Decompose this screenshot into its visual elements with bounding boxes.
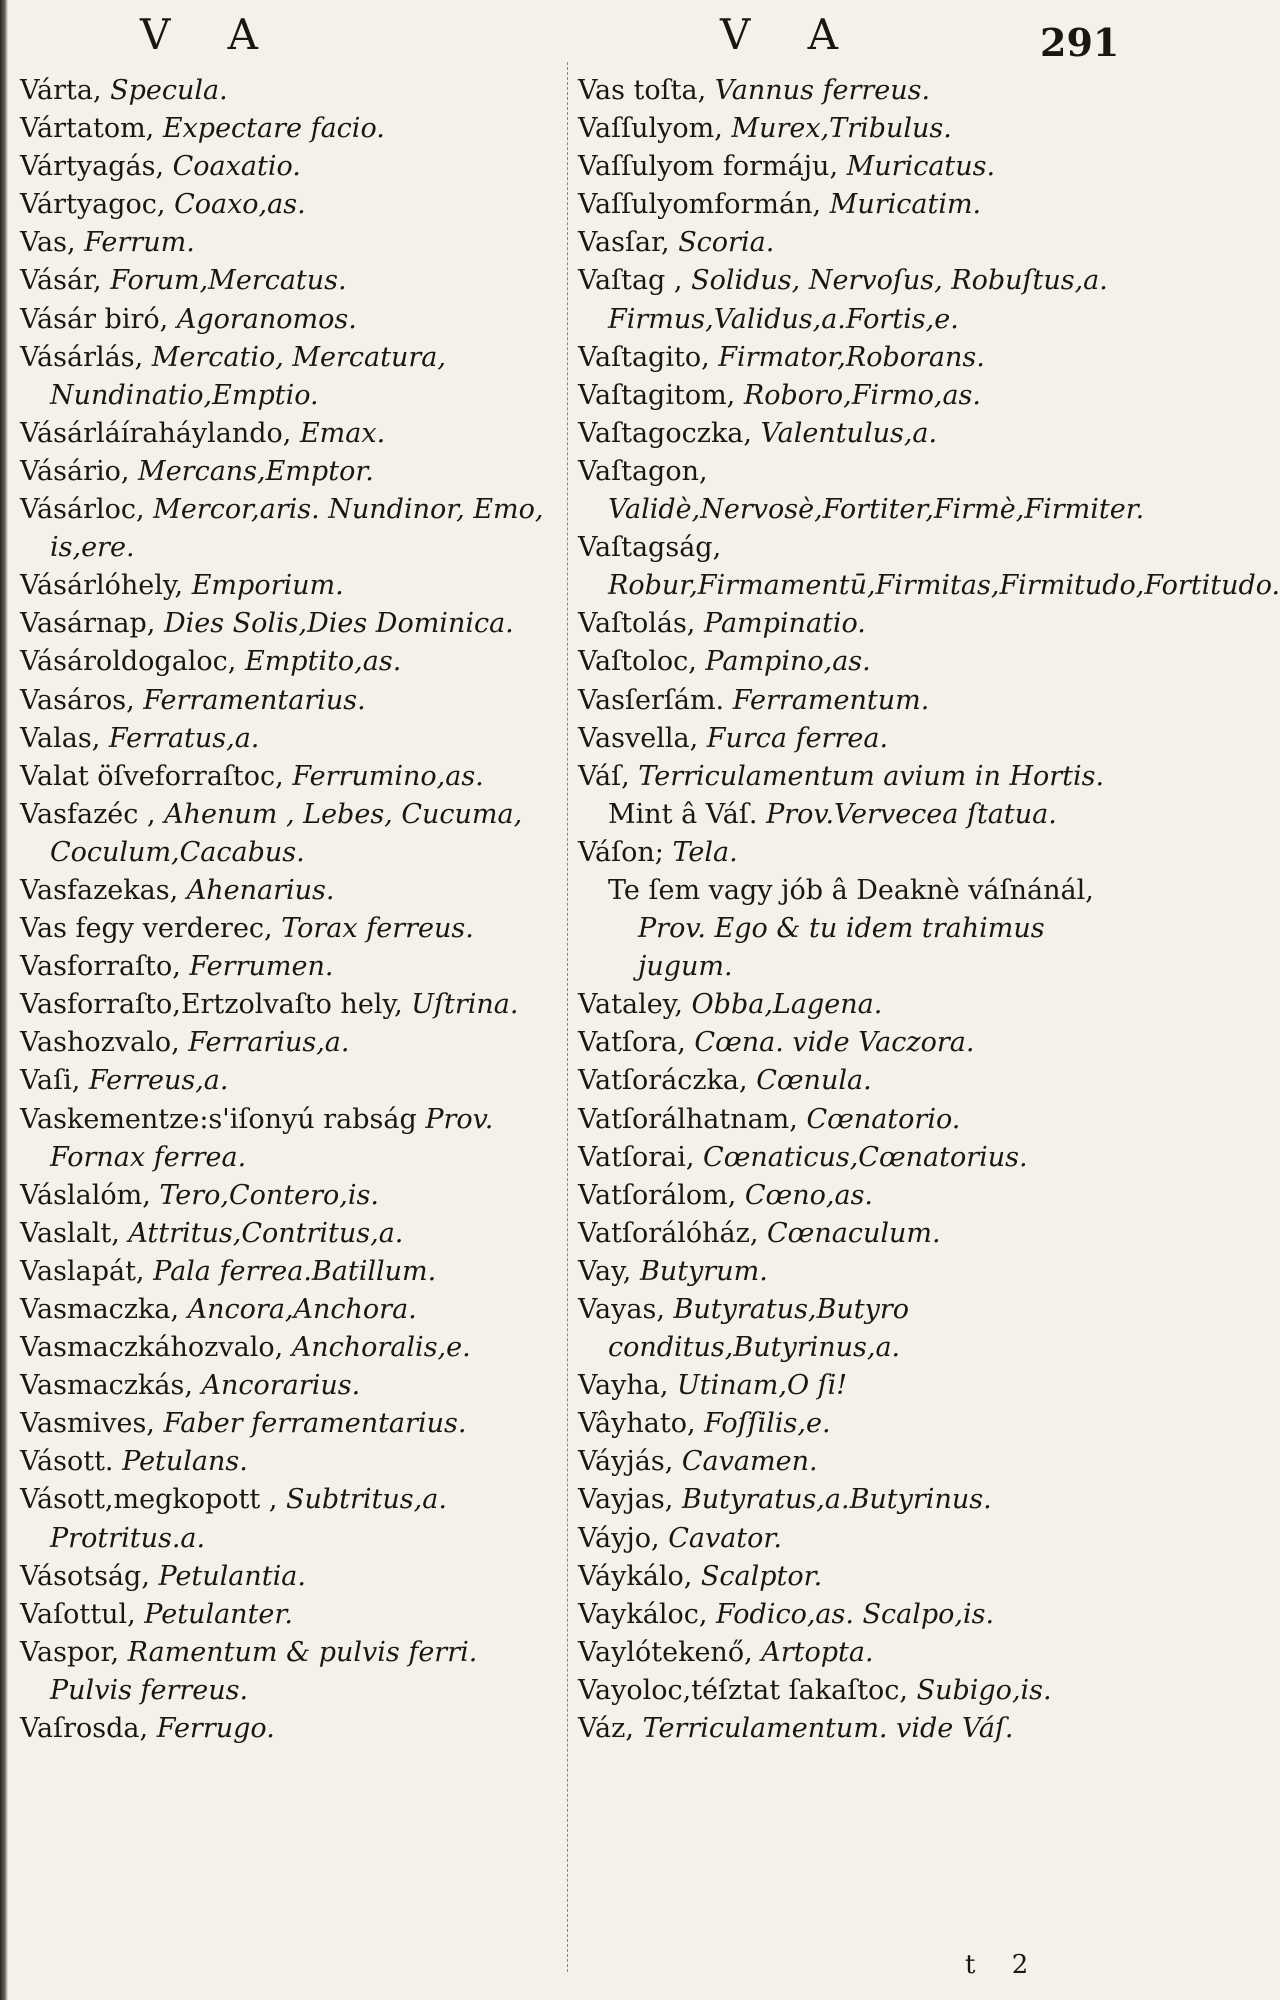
dictionary-entry xyxy=(20,1291,560,1329)
entry-headword: Vásár biró, xyxy=(20,303,169,335)
dictionary-entry xyxy=(578,682,1144,720)
entry-headword: Vaſſulyomformán, xyxy=(578,189,822,221)
dictionary-entry xyxy=(578,1443,1144,1481)
dictionary-entry xyxy=(20,415,560,453)
entry-latin-gloss: Ferrumen. xyxy=(189,951,334,983)
entry-latin-gloss: Mercatio, Mercatura, Nundinatio,Emptio. xyxy=(50,341,446,411)
dictionary-entry xyxy=(20,872,560,910)
dictionary-entry xyxy=(578,872,1144,986)
entry-latin-gloss: Butyrum. xyxy=(639,1255,768,1287)
entry-headword: Vasmives, xyxy=(20,1408,155,1440)
entry-headword: Vaſi, xyxy=(20,1065,81,1097)
dictionary-entry xyxy=(578,1672,1144,1710)
entry-latin-gloss: Pala ferrea.Batillum. xyxy=(153,1255,437,1287)
entry-latin-gloss: Fodico,as. Scalpo,is. xyxy=(716,1598,995,1630)
signature-mark: t 2 xyxy=(965,1950,1043,1980)
entry-headword: Váſ, xyxy=(578,760,630,792)
entry-headword: Vásárloc, xyxy=(20,494,145,526)
dictionary-entry xyxy=(578,110,1144,148)
entry-headword: Vasfazekas, xyxy=(20,874,179,906)
entry-latin-gloss: Ahenarius. xyxy=(186,874,335,906)
entry-latin-gloss: Scoria. xyxy=(678,227,775,259)
entry-headword: Vay, xyxy=(578,1255,632,1287)
entry-headword: Vaſſulyom formáju, xyxy=(578,151,839,183)
dictionary-entry xyxy=(20,453,560,491)
dictionary-entry xyxy=(578,1101,1144,1139)
entry-latin-gloss: Petulanter. xyxy=(144,1598,293,1630)
entry-headword: Vásotság, xyxy=(20,1560,150,1592)
dictionary-entry xyxy=(578,339,1144,377)
dictionary-entry xyxy=(578,529,1280,605)
entry-headword: Vasmaczkáhozvalo, xyxy=(20,1332,284,1364)
entry-latin-gloss: Coaxo,as. xyxy=(174,189,306,221)
entry-headword: Vatſorálom, xyxy=(578,1179,737,1211)
entry-latin-gloss: Ancorarius. xyxy=(201,1370,361,1402)
dictionary-entry xyxy=(20,1596,560,1634)
entry-headword: Vas toſta, xyxy=(578,75,707,106)
dictionary-entry xyxy=(578,224,1144,262)
dictionary-entry xyxy=(20,796,560,872)
dictionary-entry xyxy=(20,262,560,300)
entry-latin-gloss: Obba,Lagena. xyxy=(691,989,883,1021)
entry-latin-gloss: Petulans. xyxy=(122,1446,248,1478)
dictionary-entry xyxy=(20,1558,560,1596)
dictionary-entry xyxy=(578,1024,1144,1062)
dictionary-entry xyxy=(578,186,1144,224)
entry-headword: Vaspor, xyxy=(20,1636,120,1668)
entry-latin-gloss: Ferrarius,a. xyxy=(188,1027,350,1059)
dictionary-entry xyxy=(20,148,560,186)
dictionary-entry xyxy=(20,339,560,415)
dictionary-entry xyxy=(578,262,1144,338)
dictionary-entry xyxy=(20,1177,560,1215)
entry-headword: Vayas, xyxy=(578,1294,665,1325)
entry-headword: Vasſar, xyxy=(578,227,670,259)
entry-headword: Vaſtagitom, xyxy=(578,379,736,411)
entry-headword: Vasvella, xyxy=(578,722,699,754)
dictionary-entry xyxy=(20,186,560,224)
entry-latin-gloss: Tela. xyxy=(672,836,738,868)
dictionary-entry xyxy=(20,301,560,339)
dictionary-entry xyxy=(20,567,560,605)
right-column xyxy=(578,72,1280,1748)
entry-headword: Vaslalt, xyxy=(20,1217,120,1249)
column-divider xyxy=(567,62,568,1972)
entry-headword: Vártatom, xyxy=(20,113,155,145)
entry-latin-gloss: Attritus,Contritus,a. xyxy=(128,1217,404,1249)
entry-latin-gloss: Cœnula. xyxy=(756,1065,872,1097)
entry-latin-gloss: Tero,Contero,is. xyxy=(159,1179,379,1211)
entry-latin-gloss: Cœno,as. xyxy=(744,1179,874,1211)
entry-headword: Váyjo, xyxy=(578,1522,660,1554)
entry-latin-gloss: Ferreus,a. xyxy=(88,1065,229,1097)
dictionary-entry xyxy=(578,415,1144,453)
entry-headword: Vaſrosda, xyxy=(20,1713,149,1745)
entry-latin-gloss: Expectare facio. xyxy=(162,113,385,145)
dictionary-entry xyxy=(578,377,1144,415)
entry-headword: Vasſerſám. xyxy=(578,684,725,716)
entry-headword: Vayha, xyxy=(578,1370,669,1402)
entry-latin-gloss: Cœnatorio. xyxy=(806,1103,961,1135)
entry-headword: Vaslapát, xyxy=(20,1255,145,1287)
book-spine-shadow xyxy=(0,0,8,2000)
entry-headword: Vatſorálhatnam, xyxy=(578,1103,798,1135)
entry-headword: Vaſſulyom, xyxy=(578,113,723,145)
entry-latin-gloss: Roboro,Firmo,as. xyxy=(743,379,981,411)
dictionary-entry xyxy=(578,986,1144,1024)
dictionary-entry xyxy=(20,1215,560,1253)
entry-latin-gloss: Prov. Fornax ferrea. xyxy=(50,1103,494,1173)
dictionary-entry xyxy=(578,1481,1144,1519)
dictionary-entry xyxy=(20,1367,560,1405)
dictionary-entry xyxy=(578,72,1144,110)
running-head-right: V A xyxy=(720,10,861,59)
dictionary-entry xyxy=(20,491,560,567)
entry-latin-gloss: Ferramentarius. xyxy=(143,684,366,716)
dictionary-entry xyxy=(20,1329,560,1367)
dictionary-entry xyxy=(20,1253,560,1291)
entry-headword: Vatſora, xyxy=(578,1027,686,1059)
entry-headword: Vasmaczkás, xyxy=(20,1370,193,1402)
entry-latin-gloss: Furca ferrea. xyxy=(706,722,889,754)
dictionary-entry xyxy=(20,1481,560,1557)
dictionary-entry xyxy=(20,1062,560,1100)
entry-latin-gloss: Emporium. xyxy=(191,570,344,602)
entry-headword: Vártyagás, xyxy=(20,151,165,183)
entry-headword: Vaſtagság, xyxy=(578,532,722,564)
entry-headword: Vásárlás, xyxy=(20,341,144,373)
dictionary-entry xyxy=(578,796,1144,834)
dictionary-entry xyxy=(578,1596,1144,1634)
entry-headword: Vayoloc,téſztat ſakaſtoc, xyxy=(578,1674,908,1706)
dictionary-entry xyxy=(20,1405,560,1443)
entry-headword: Vayjas, xyxy=(578,1484,674,1516)
entry-latin-gloss: Cœna. vide Vaczora. xyxy=(694,1027,975,1059)
entry-headword: Te ſem vagy jób â Deaknè váſnánál, xyxy=(608,874,1094,906)
entry-latin-gloss: Anchoralis,e. xyxy=(291,1332,471,1364)
entry-headword: Vaylótekenő, xyxy=(578,1636,753,1668)
entry-latin-gloss: Prov. Ego & tu idem trahimus jugum. xyxy=(638,913,1045,983)
entry-latin-gloss: Torax ferreus. xyxy=(281,913,474,945)
entry-headword: Vaſottul, xyxy=(20,1598,136,1630)
entry-latin-gloss: Valentulus,a. xyxy=(760,417,938,449)
entry-headword: Vasárnap, xyxy=(20,608,156,640)
dictionary-entry xyxy=(578,834,1144,872)
entry-latin-gloss: Muricatus. xyxy=(846,151,996,183)
entry-headword: Vasforraſto,Ertzolvaſto hely, xyxy=(20,989,403,1021)
entry-headword: Vaſtagoczka, xyxy=(578,417,752,449)
entry-headword: Vasfazéc , xyxy=(20,798,156,830)
left-column xyxy=(20,72,560,1748)
entry-headword: Vashozvalo, xyxy=(20,1027,180,1059)
dictionary-entry xyxy=(20,986,560,1024)
entry-headword: Váyjás, xyxy=(578,1446,674,1478)
dictionary-entry xyxy=(20,1024,560,1062)
entry-headword: Vasáros, xyxy=(20,684,135,716)
running-head-left: V A xyxy=(140,10,281,59)
dictionary-entry xyxy=(578,1367,1144,1405)
entry-headword: Vaſtagito, xyxy=(578,341,710,373)
entry-headword: Váſon; xyxy=(578,836,664,868)
entry-latin-gloss: Validè,Nervosè,Fortiter,Firmè,Firmiter. xyxy=(608,494,1145,526)
entry-headword: Vatſoráczka, xyxy=(578,1065,748,1097)
entry-latin-gloss: Ferramentum. xyxy=(732,684,930,716)
entry-headword: Mint â Váſ. xyxy=(608,798,758,830)
entry-headword: Vatſorai, xyxy=(578,1141,695,1173)
entry-headword: Váz, xyxy=(578,1713,634,1745)
dictionary-entry xyxy=(578,1634,1144,1672)
entry-headword: Vaskementze:s'iſonyú rabság xyxy=(20,1103,417,1135)
entry-headword: Vaſtoloc, xyxy=(578,646,697,678)
entry-headword: Váykálo, xyxy=(578,1560,693,1592)
entry-headword: Vas, xyxy=(20,227,76,259)
dictionary-entry xyxy=(578,1520,1144,1558)
entry-latin-gloss: Petulantia. xyxy=(158,1560,306,1592)
entry-latin-gloss: Ramentum & pulvis ferri. Pulvis ferreus. xyxy=(50,1636,478,1706)
entry-headword: Vasforraſto, xyxy=(20,951,181,983)
entry-latin-gloss: Cœnaticus,Cœnatorius. xyxy=(703,1141,1028,1173)
entry-latin-gloss: Utinam,O ſi! xyxy=(677,1370,848,1402)
entry-headword: Vásott. xyxy=(20,1446,114,1478)
dictionary-entry xyxy=(578,1291,1144,1367)
entry-latin-gloss: Butyratus,a.Butyrinus. xyxy=(681,1484,992,1516)
entry-headword: Vásott,megkopott , xyxy=(20,1484,278,1516)
dictionary-entry xyxy=(578,1215,1144,1253)
entry-latin-gloss: Murex,Tribulus. xyxy=(731,113,952,145)
dictionary-entry xyxy=(578,453,1144,529)
entry-latin-gloss: Vannus ferreus. xyxy=(714,75,931,106)
dictionary-entry xyxy=(578,758,1144,796)
dictionary-entry xyxy=(20,1443,560,1481)
entry-latin-gloss: Scalptor. xyxy=(700,1560,823,1592)
dictionary-entry xyxy=(20,643,560,681)
entry-latin-gloss: Ferrumino,as. xyxy=(292,760,484,792)
entry-latin-gloss: Ferrugo. xyxy=(156,1713,275,1745)
entry-headword: Vataley, xyxy=(578,989,683,1021)
dictionary-entry xyxy=(20,1101,560,1177)
entry-latin-gloss: Subigo,is. xyxy=(916,1674,1052,1706)
entry-headword: Vâyhato, xyxy=(578,1408,696,1440)
entry-headword: Vaſtag , xyxy=(578,265,683,297)
entry-latin-gloss: Muricatim. xyxy=(829,189,982,221)
entry-latin-gloss: Prov.Vervecea ſtatua. xyxy=(766,798,1057,830)
entry-headword: Vaſtolás, xyxy=(578,608,696,640)
entry-latin-gloss: Forum,Mercatus. xyxy=(110,265,347,297)
entry-latin-gloss: Cavamen. xyxy=(681,1446,818,1478)
entry-latin-gloss: Emax. xyxy=(299,417,386,449)
entry-headword: Vásárlóhely, xyxy=(20,570,184,602)
entry-latin-gloss: Specula. xyxy=(110,75,228,106)
dictionary-entry xyxy=(20,758,560,796)
dictionary-entry xyxy=(578,1139,1144,1177)
dictionary-entry xyxy=(578,605,1144,643)
dictionary-entry xyxy=(20,910,560,948)
entry-headword: Vásárláíraháylando, xyxy=(20,417,292,449)
dictionary-entry xyxy=(20,605,560,643)
entry-latin-gloss: Ferrum. xyxy=(84,227,195,259)
entry-headword: Valas, xyxy=(20,722,101,754)
entry-headword: Vásár, xyxy=(20,265,102,297)
entry-latin-gloss: Ancora,Anchora. xyxy=(187,1294,417,1325)
entry-latin-gloss: Cœnaculum. xyxy=(767,1217,941,1249)
entry-latin-gloss: Robur,Firmamentū,Firmitas,Firmitudo,Fortitudo. xyxy=(608,570,1280,602)
dictionary-entry xyxy=(20,682,560,720)
entry-latin-gloss: Ferratus,a. xyxy=(108,722,260,754)
dictionary-entry xyxy=(20,110,560,148)
entry-latin-gloss: Coaxatio. xyxy=(172,151,301,183)
entry-headword: Vásároldogaloc, xyxy=(20,646,237,678)
entry-latin-gloss: Subtritus,a. Protritus.a. xyxy=(50,1484,447,1554)
dictionary-entry xyxy=(20,1634,560,1710)
entry-latin-gloss: Butyratus,Butyro conditus,Butyrinus,a. xyxy=(608,1294,910,1364)
dictionary-entry xyxy=(578,1710,1144,1748)
entry-headword: Vaykáloc, xyxy=(578,1598,708,1630)
entry-latin-gloss: Faber ferramentarius. xyxy=(163,1408,467,1440)
entry-latin-gloss: Foſſilis,e. xyxy=(704,1408,831,1440)
entry-headword: Vasmaczka, xyxy=(20,1294,180,1325)
dictionary-entry xyxy=(20,720,560,758)
entry-headword: Valat öſveforraſtoc, xyxy=(20,760,284,792)
entry-latin-gloss: Dies Solis,Dies Dominica. xyxy=(163,608,514,640)
entry-latin-gloss: Cavator. xyxy=(668,1522,782,1554)
dictionary-entry xyxy=(20,948,560,986)
entry-latin-gloss: Agoranomos. xyxy=(176,303,357,335)
entry-latin-gloss: Terriculamentum avium in Hortis. xyxy=(638,760,1105,792)
entry-headword: Vatſorálóház, xyxy=(578,1217,759,1249)
entry-latin-gloss: Pampino,as. xyxy=(705,646,871,678)
dictionary-entry xyxy=(20,224,560,262)
entry-headword: Vaſtagon, xyxy=(578,455,708,487)
dictionary-entry xyxy=(578,148,1144,186)
entry-latin-gloss: Solidus, Nervoſus, Robuſtus,a. Firmus,Validus,a.Fortis,e. xyxy=(608,265,1108,335)
dictionary-entry xyxy=(20,72,560,110)
page-number: 291 xyxy=(1040,20,1120,65)
entry-latin-gloss: Pampinatio. xyxy=(703,608,866,640)
dictionary-entry xyxy=(578,1405,1144,1443)
entry-latin-gloss: Artopta. xyxy=(761,1636,874,1668)
dictionary-entry xyxy=(578,1558,1144,1596)
entry-latin-gloss: Firmator,Roborans. xyxy=(718,341,985,373)
dictionary-entry xyxy=(578,1177,1144,1215)
entry-latin-gloss: Ahenum , Lebes, Cucuma, Coculum,Cacabus. xyxy=(50,798,523,868)
dictionary-entry xyxy=(578,1062,1144,1100)
dictionary-entry xyxy=(578,720,1144,758)
dictionary-entry xyxy=(578,1253,1144,1291)
entry-latin-gloss: Mercor,aris. Nundinor, Emo, is,ere. xyxy=(50,494,544,564)
dictionary-entry xyxy=(20,1710,560,1748)
entry-headword: Vas fegy verderec, xyxy=(20,913,273,945)
entry-latin-gloss: Emptito,as. xyxy=(244,646,402,678)
entry-headword: Váslalóm, xyxy=(20,1179,151,1211)
entry-headword: Vásário, xyxy=(20,455,130,487)
dictionary-entry xyxy=(578,643,1144,681)
entry-latin-gloss: Uſtrina. xyxy=(411,989,519,1021)
entry-headword: Vártyagoc, xyxy=(20,189,166,221)
entry-latin-gloss: Mercans,Emptor. xyxy=(138,455,374,487)
entry-latin-gloss: Terriculamentum. vide Váſ. xyxy=(642,1713,1014,1745)
entry-headword: Várta, xyxy=(20,75,102,106)
